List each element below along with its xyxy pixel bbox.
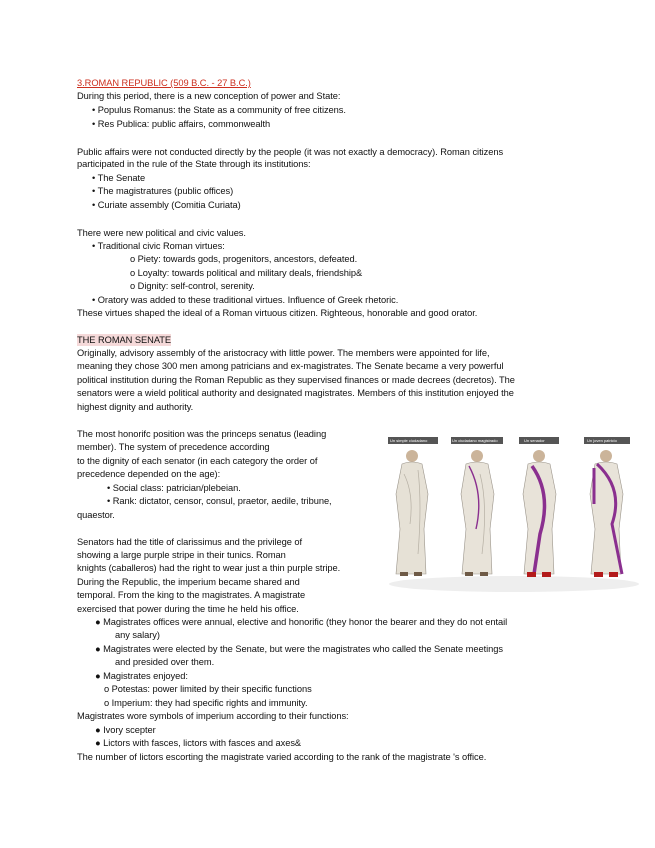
- paragraph-line: The number of lictors escorting the magistrate varied according to the rank of the magistrate 's office.: [77, 752, 487, 762]
- paragraph-line: participated in the rule of the State through its institutions:: [77, 159, 311, 169]
- list-item: ● Magistrates enjoyed:: [95, 671, 188, 681]
- patrician-figure: [590, 450, 623, 577]
- list-item: • Populus Romanus: the State as a community of free citizens.: [92, 105, 346, 115]
- paragraph-line: senators were a wield political authority and designated magistrates. Members of this institution enjoyed the: [77, 388, 514, 398]
- paragraph-line: precedence depended on the age):: [77, 469, 221, 479]
- paragraph-line: exercised that power during the time he held his office.: [77, 604, 299, 614]
- magistrate-figure: [461, 450, 494, 576]
- list-item: • The magistratures (public offices): [92, 186, 234, 196]
- list-item-continuation: any salary): [115, 630, 160, 640]
- list-item: ● Ivory scepter: [95, 725, 156, 735]
- paragraph-line: meaning they chose 300 men among patricians and ex-magistrates. The Senate became a very powerful: [77, 361, 504, 371]
- section-heading-roman-senate: THE ROMAN SENATE: [77, 335, 172, 345]
- citizen-figure: [396, 450, 428, 576]
- paragraph-line: Senators had the title of clarissimus and the privilege of: [77, 537, 302, 547]
- figure-label: Un simple ciudadano: [390, 438, 428, 443]
- figure-label: Un ciudadano magistrado: [452, 438, 498, 443]
- list-item: • Res Publica: public affairs, commonwealth: [92, 119, 271, 129]
- list-item: • Oratory was added to these traditional virtues. Influence of Greek rhetoric.: [92, 295, 399, 305]
- paragraph-line: There were new political and civic values.: [77, 228, 246, 238]
- paragraph-line: Magistrates wore symbols of imperium according to their functions:: [77, 711, 349, 721]
- list-item-continuation: and presided over them.: [115, 657, 215, 667]
- section-heading-roman-republic: 3.ROMAN REPUBLIC (509 B.C. - 27 B.C.): [77, 78, 251, 88]
- senator-figure: [523, 450, 556, 577]
- list-item: • Social class: patrician/plebeian.: [107, 483, 241, 493]
- paragraph-line: quaestor.: [77, 510, 115, 520]
- sub-list-item: o Imperium: they had specific rights and immunity.: [104, 698, 308, 708]
- paragraph-line: The most honorifc position was the princeps senatus (leading: [77, 429, 327, 439]
- paragraph-line: highest dignity and authority.: [77, 402, 194, 412]
- paragraph-line: to the dignity of each senator (in each category the order of: [77, 456, 318, 466]
- paragraph-line: political institution during the Roman Republic as they supervised finances or made decrees (decretos). The: [77, 375, 515, 385]
- intro-text: During this period, there is a new conception of power and State:: [77, 91, 341, 101]
- list-item: ● Lictors with fasces, lictors with fasces and axes&: [95, 738, 302, 748]
- sub-list-item: o Potestas: power limited by their specific functions: [104, 684, 312, 694]
- figure-label: Un senador: [524, 438, 545, 443]
- sub-list-item: o Dignity: self-control, serenity.: [130, 281, 255, 291]
- list-item: • Traditional civic Roman virtues:: [92, 241, 225, 251]
- paragraph-line: knights (caballeros) had the right to wear just a thin purple stripe.: [77, 563, 341, 573]
- list-item: • The Senate: [92, 173, 146, 183]
- list-item: • Rank: dictator, censor, consul, praetor, aedile, tribune,: [107, 496, 332, 506]
- sub-list-item: o Piety: towards gods, progenitors, ancestors, defeated.: [130, 254, 358, 264]
- paragraph-line: During the Republic, the imperium became shared and: [77, 577, 300, 587]
- paragraph-line: showing a large purple stripe in their tunics. Roman: [77, 550, 286, 560]
- toga-illustration: [384, 434, 645, 598]
- paragraph-line: temporal. From the king to the magistrates. A magistrate: [77, 590, 306, 600]
- figure-label: Un joven patricio: [587, 438, 617, 443]
- paragraph-line: Public affairs were not conducted directly by the people (it was not exactly a democracy). Roman citizens: [77, 147, 504, 157]
- list-item: ● Magistrates offices were annual, elective and honorific (they honor the bearer and they do not entail: [95, 617, 508, 627]
- list-item: ● Magistrates were elected by the Senate, but were the magistrates who called the Senate meetings: [95, 644, 503, 654]
- ground-shadow: [389, 576, 639, 592]
- paragraph-line: Originally, advisory assembly of the aristocracy with little power. The members were appointed for life,: [77, 348, 490, 358]
- paragraph-line: member). The system of precedence according: [77, 442, 270, 452]
- sub-list-item: o Loyalty: towards political and military deals, friendship&: [130, 268, 363, 278]
- paragraph-line: These virtues shaped the ideal of a Roman virtuous citizen. Righteous, honorable and good orator.: [77, 308, 478, 318]
- list-item: • Curiate assembly (Comitia Curiata): [92, 200, 241, 210]
